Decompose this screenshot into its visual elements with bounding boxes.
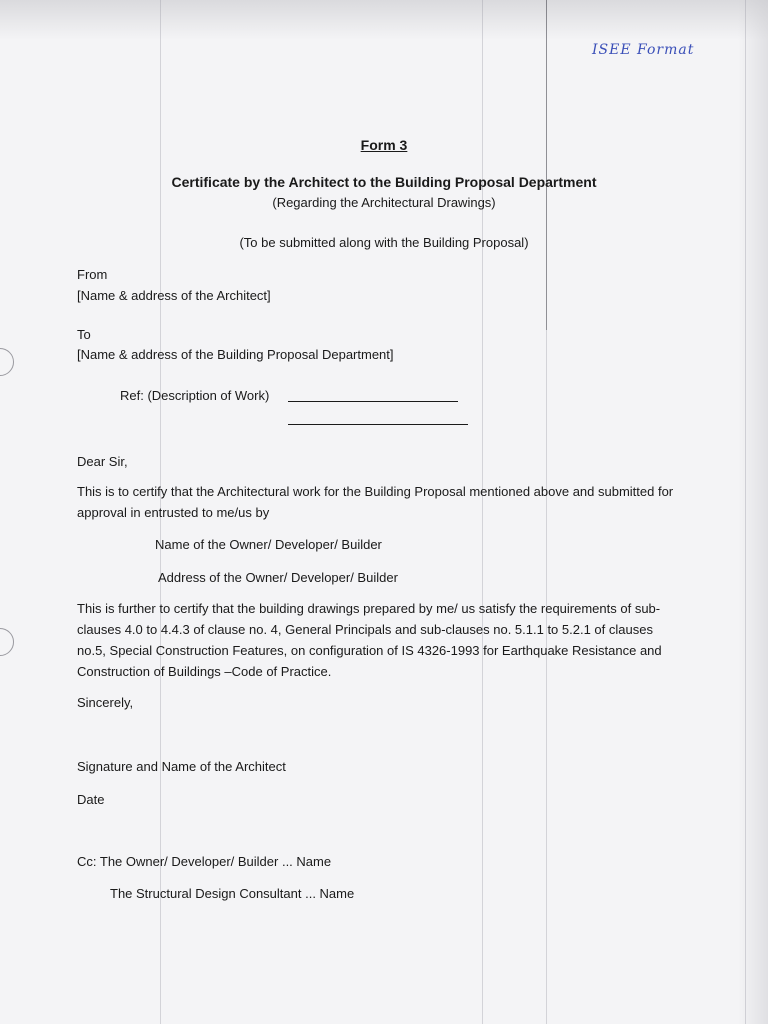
form-title: Form 3 xyxy=(360,137,408,153)
punch-hole xyxy=(0,348,14,376)
form-instruction: (To be submitted along with the Building Proposal) xyxy=(239,235,529,250)
from-label: From xyxy=(77,267,108,282)
date-label: Date xyxy=(77,792,105,807)
closing: Sincerely, xyxy=(77,695,134,710)
compliance-paragraph: This is further to certify that the building drawings prepared by me/ us satisfy the requirements of sub-clauses 4.0 to 4.4.3 of clause no. 4, General Principals and sub-clauses no. 5.1.1 to 5.2.1 of clauses no.5, Special Construction Features, on configuration of IS 4326-1993 for Earthquake Resistance and Construction of Buildings –Code of Practice. xyxy=(77,601,662,679)
ref-blank-line xyxy=(288,424,468,425)
ref-blank-line xyxy=(288,401,458,402)
signature-line: Signature and Name of the Architect xyxy=(77,759,286,774)
punch-hole xyxy=(0,628,14,656)
from-value: [Name & address of the Architect] xyxy=(77,288,271,303)
scan-shadow-right xyxy=(738,0,768,1024)
to-label: To xyxy=(77,327,91,342)
owner-address: Address of the Owner/ Developer/ Builder xyxy=(158,570,398,585)
form-subheading: (Regarding the Architectural Drawings) xyxy=(272,195,496,210)
fold-line xyxy=(745,0,746,1024)
cc-line-owner: Cc: The Owner/ Developer/ Builder ... Name xyxy=(77,854,332,869)
salutation: Dear Sir, xyxy=(77,454,128,469)
cc-line-consultant: The Structural Design Consultant ... Name xyxy=(110,886,355,901)
ref-label: Ref: (Description of Work) xyxy=(120,388,270,403)
fold-line xyxy=(546,0,547,330)
form-heading: Certificate by the Architect to the Building Proposal Department xyxy=(171,174,597,190)
to-value: [Name & address of the Building Proposal Department] xyxy=(77,347,394,362)
handwritten-annotation: ISEE Format xyxy=(592,42,695,58)
certification-paragraph: This is to certify that the Architectural work for the Building Proposal mentioned above and submitted for approval in entrusted to me/us by xyxy=(77,484,674,520)
scan-shadow-top xyxy=(0,0,768,40)
owner-name: Name of the Owner/ Developer/ Builder xyxy=(155,537,382,552)
